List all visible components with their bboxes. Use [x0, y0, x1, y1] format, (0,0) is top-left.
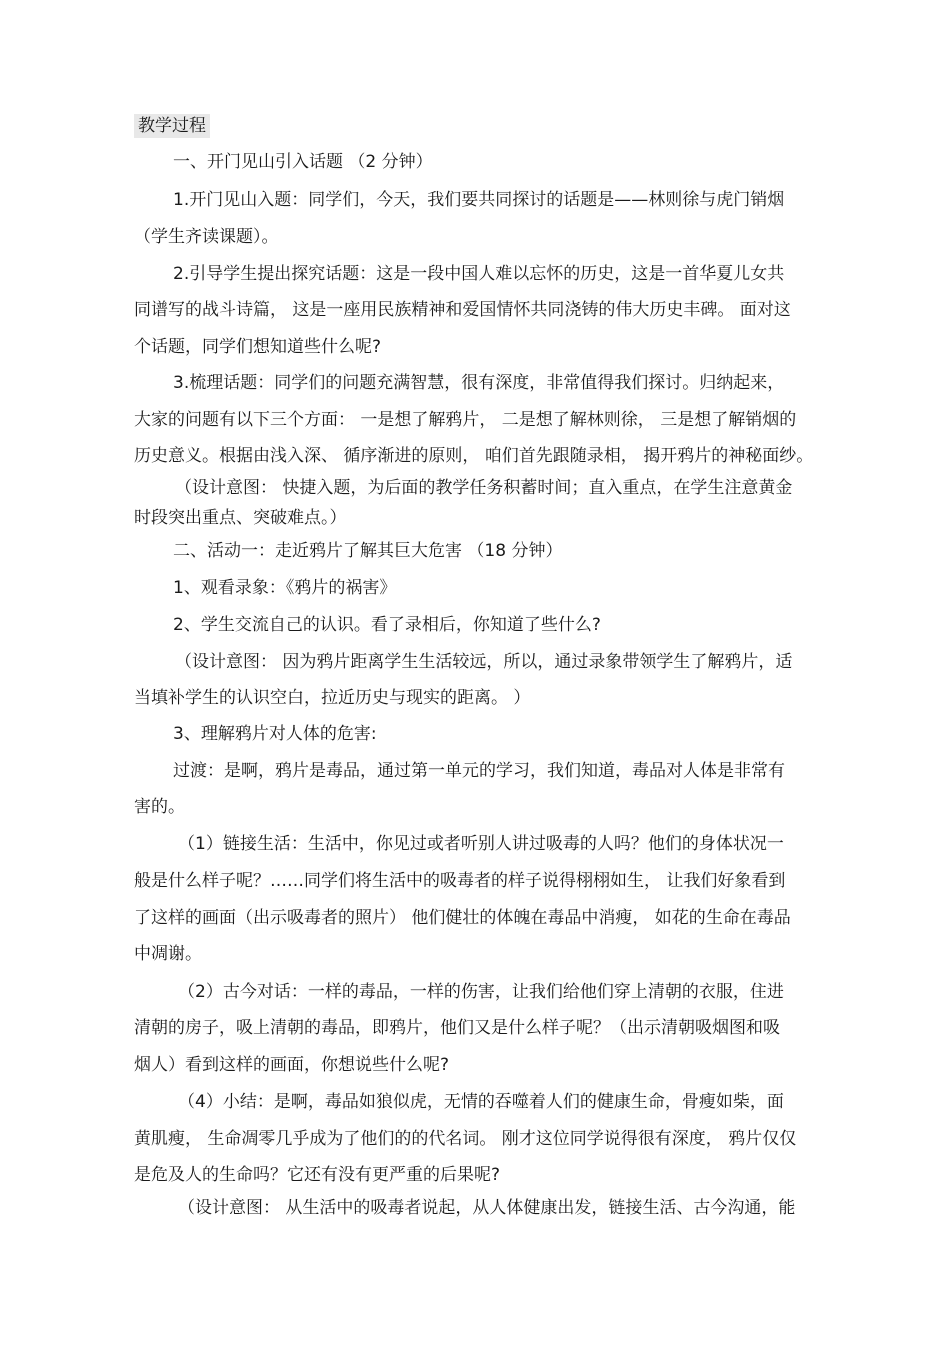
text-line: （设计意图： 因为鸦片距离学生生活较远，所以，通过录象带领学生了解鸦片，适	[175, 652, 793, 672]
text-line: （设计意图： 从生活中的吸毒者说起，从人体健康出发，链接生活、古今沟通，能	[178, 1198, 796, 1218]
text-line: 清朝的房子，吸上清朝的毒品，即鸦片，他们又是什么样子呢？（出示清朝吸烟图和吸	[134, 1018, 780, 1038]
text-line: 3、理解鸦片对人体的危害:	[173, 724, 377, 744]
text-line: （学生齐读课题）。	[134, 227, 279, 247]
text-line: 黄肌瘦， 生命凋零几乎成为了他们的的代名词。 刚才这位同学说得很有深度， 鸦片仅仅	[134, 1129, 797, 1149]
text-line: 是危及人的生命吗？它还有没有更严重的后果呢?	[134, 1165, 501, 1185]
text-line: （1）链接生活：生活中，你见过或者听别人讲过吸毒的人吗？他们的身体状况一	[178, 834, 784, 854]
text-line: 同谱写的战斗诗篇， 这是一座用民族精神和爱国情怀共同浇铸的伟大历史丰碑。 面对这	[134, 300, 791, 320]
text-line: 了这样的画面（出示吸毒者的照片） 他们健壮的体魄在毒品中消瘦， 如花的生命在毒品	[134, 908, 791, 928]
text-line: 过渡：是啊，鸦片是毒品，通过第一单元的学习，我们知道，毒品对人体是非常有	[173, 761, 785, 781]
text-line: （设计意图： 快捷入题，为后面的教学任务积蓄时间；直入重点，在学生注意黄金	[175, 478, 793, 498]
text-line: （4）小结：是啊，毒品如狼似虎，无情的吞噬着人们的健康生命，骨瘦如柴，面	[178, 1092, 784, 1112]
text-line: 大家的问题有以下三个方面： 一是想了解鸦片， 二是想了解林则徐， 三是想了解销烟的	[134, 410, 797, 430]
text-line: 2、学生交流自己的认识。看了录相后，你知道了些什么?	[173, 615, 601, 635]
text-line: 般是什么样子呢？……同学们将生活中的吸毒者的样子说得栩栩如生， 让我们好象看到	[134, 871, 786, 891]
text-line: 烟人）看到这样的画面，你想说些什么呢?	[134, 1055, 450, 1075]
section-heading: 教学过程	[134, 114, 210, 138]
text-line: 当填补学生的认识空白，拉近历史与现实的距离。 ）	[134, 688, 531, 708]
text-line: 个话题，同学们想知道些什么呢?	[134, 337, 382, 357]
text-line: 害的。	[134, 797, 185, 817]
text-line: 中凋谢。	[134, 944, 202, 964]
text-line: 1、观看录象：《鸦片的祸害》	[173, 578, 397, 598]
text-line: 历史意义。根据由浅入深、 循序渐进的原则， 咱们首先跟随录相， 揭开鸦片的神秘面纱。	[134, 446, 814, 466]
text-line: 2.引导学生提出探究话题：这是一段中国人难以忘怀的历史，这是一首华夏儿女共	[173, 264, 785, 284]
text-line: （2）古今对话：一样的毒品，一样的伤害，让我们给他们穿上清朝的衣服，住进	[178, 982, 784, 1002]
text-line: 一、开门见山引入话题 （2 分钟）	[173, 152, 433, 172]
text-line: 时段突出重点、突破难点。）	[134, 508, 347, 528]
text-line: 1.开门见山入题：同学们，今天，我们要共同探讨的话题是——林则徐与虎门销烟	[173, 190, 785, 210]
text-line: 二、活动一：走近鸦片了解其巨大危害 （18 分钟）	[173, 541, 563, 561]
text-line: 3.梳理话题：同学们的问题充满智慧，很有深度，非常值得我们探讨。归纳起来，	[173, 373, 785, 393]
